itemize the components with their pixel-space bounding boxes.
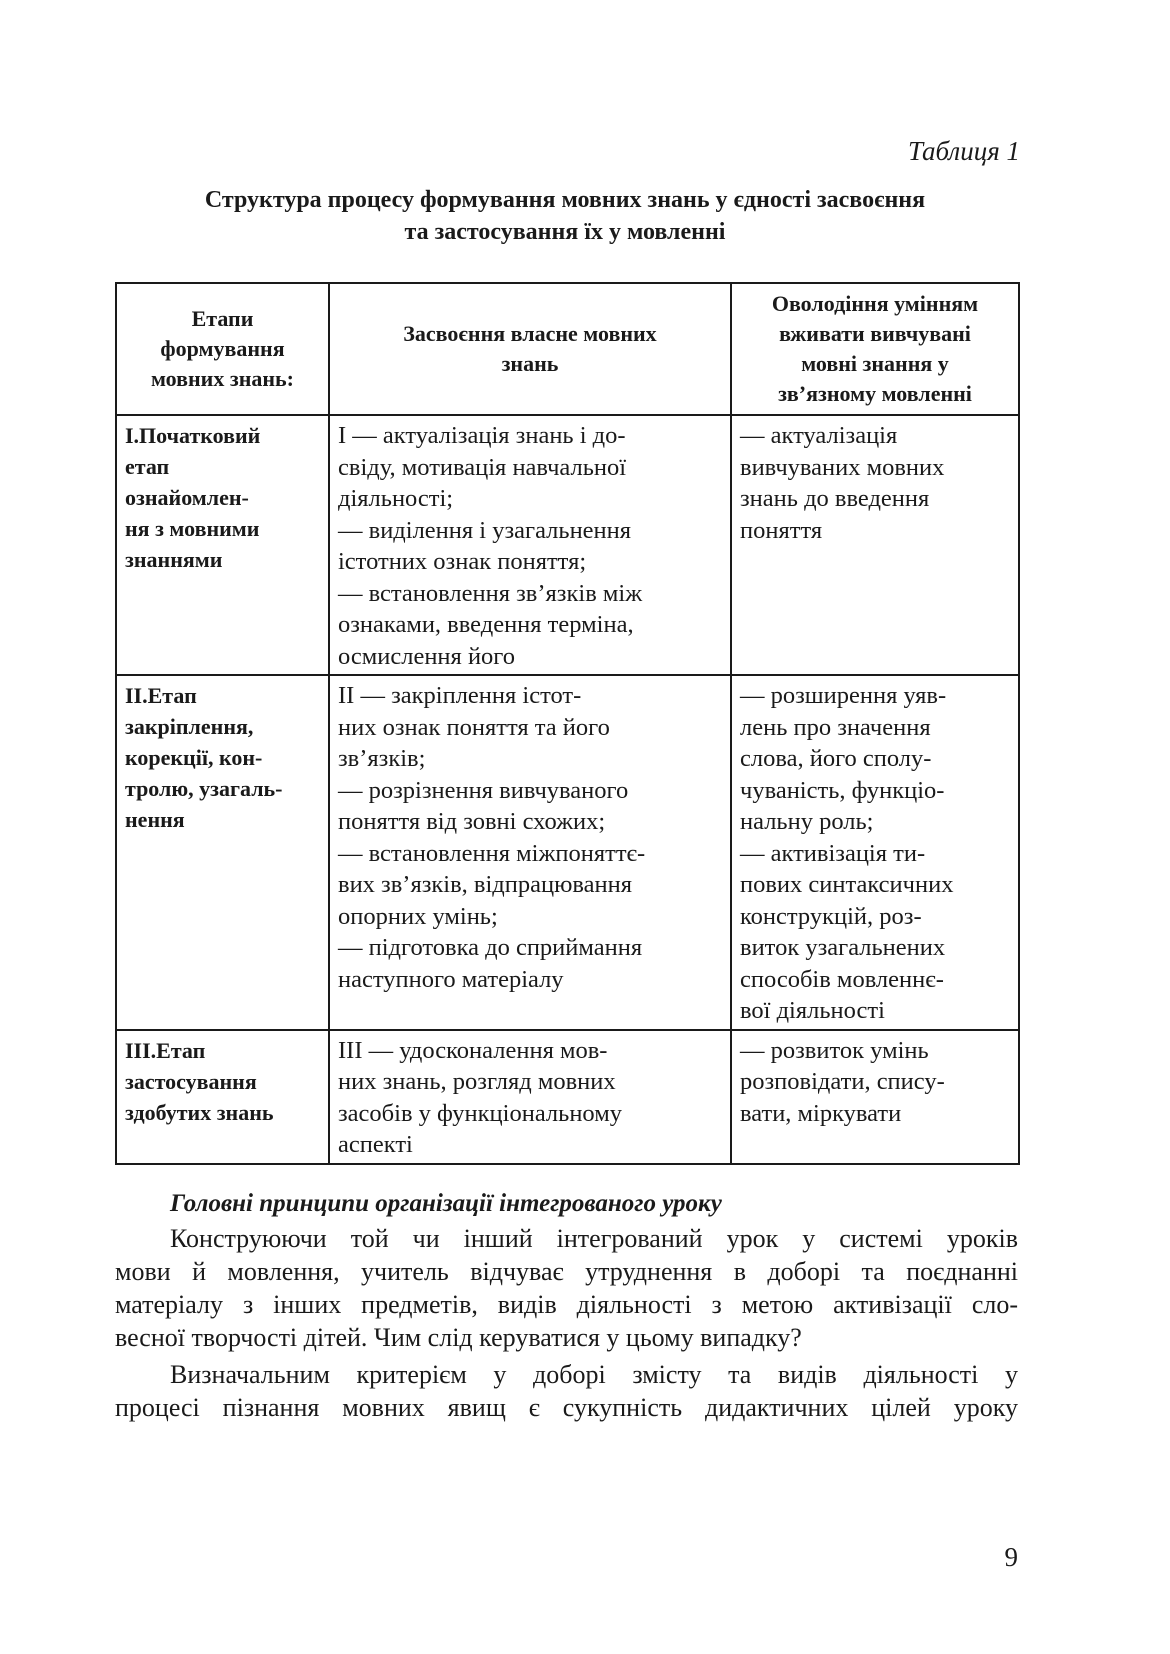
application-cell: [731, 1030, 1019, 1164]
paragraph: [115, 1222, 1018, 1354]
cell-line: осмислення його: [338, 642, 515, 670]
table-title-line: Структура процесу формування мовних знань у єдності засвоєння: [204, 187, 926, 213]
cell-line: діяльності;: [338, 485, 454, 512]
stage-cell: [116, 1030, 329, 1164]
paragraph-line: Визначальним критерієм у доборі змісту та видів діяльності у: [170, 1360, 1018, 1389]
cell-line: закріплення,: [125, 714, 254, 739]
cell-line: ІІІ.Етап: [125, 1037, 206, 1063]
mastery-cell: [329, 1030, 731, 1164]
cell-line: засобів у функціональному: [338, 1099, 622, 1127]
application-cell: [731, 415, 1019, 675]
cell-line: вих зв’язків, відпрацювання: [338, 871, 633, 898]
cell-line: ознайомлен-: [125, 485, 249, 510]
cell-line: поняття від зовні схожих;: [338, 808, 606, 835]
cell-line: свіду, мотивація навчальної: [338, 453, 627, 481]
cell-line: нальну роль;: [740, 808, 874, 835]
cell-line: — виділення і узагальнення: [338, 516, 632, 544]
cell-line: І — актуалізація знань і до-: [338, 422, 626, 449]
header-line: знань: [501, 351, 559, 376]
cell-line: опорних умінь;: [338, 902, 498, 930]
cell-line: — розширення уяв-: [740, 682, 947, 709]
cell-line: ІІ.Етап: [125, 683, 197, 708]
cell-line: істотних ознак поняття;: [338, 548, 587, 575]
cell-line: — активізація ти-: [740, 839, 926, 867]
cell-line: способів мовленнє-: [740, 965, 944, 993]
cell-line: лень про значення: [740, 713, 931, 741]
cell-line: зв’язків;: [338, 745, 426, 772]
header-application: [731, 283, 1019, 415]
cell-line: наступного матеріалу: [338, 965, 564, 993]
cell-line: знань до введення: [740, 485, 930, 512]
cell-line: нення: [125, 807, 185, 832]
header-line: мовних знань:: [150, 366, 295, 391]
cell-line: вати, міркувати: [740, 1099, 902, 1127]
mastery-cell: [329, 675, 731, 1030]
cell-line: вивчуваних мовних: [740, 453, 945, 481]
cell-line: — встановлення міжпоняттє-: [338, 839, 646, 867]
cell-line: виток узагальнених: [740, 934, 946, 961]
header-line: Засвоєння власне мовних: [403, 321, 657, 346]
cell-line: І.Початковий: [125, 423, 261, 448]
structure-table: [115, 282, 1020, 1165]
cell-line: знаннями: [125, 547, 223, 572]
paragraph: [115, 1358, 1018, 1424]
cell-line: етап: [125, 454, 170, 479]
table-row: [116, 675, 1019, 1030]
paragraph-line: процесі пізнання мовних явищ є сукупність дидактичних цілей уроку: [115, 1393, 1018, 1422]
cell-line: — встановлення зв’язків між: [338, 579, 643, 607]
header-line: вживати вивчувані: [779, 321, 971, 346]
header-line: формування: [160, 336, 285, 361]
cell-line: застосування: [125, 1068, 257, 1094]
header-line: мовні знання у: [801, 351, 949, 376]
cell-line: ІІ — закріплення істот-: [338, 682, 582, 709]
cell-line: ня з мовними: [125, 516, 260, 541]
cell-line: них ознак поняття та його: [338, 713, 610, 741]
paragraph-line: весної творчості дітей. Чим слід керуватися у цьому випадку?: [115, 1323, 802, 1352]
cell-line: пових синтаксичних: [740, 871, 954, 898]
stage-cell: [116, 415, 329, 675]
cell-line: ІІІ — удосконалення мов-: [338, 1036, 608, 1064]
table-row: [116, 1030, 1019, 1164]
cell-line: аспекті: [338, 1131, 413, 1158]
header-mastery: [329, 283, 731, 415]
cell-line: конструкцій, роз-: [740, 902, 922, 930]
table-title: [115, 184, 1015, 248]
cell-line: — підготовка до сприймання: [338, 934, 643, 961]
stage-cell: [116, 675, 329, 1030]
mastery-cell: [329, 415, 731, 675]
page-number: 9: [1004, 1542, 1018, 1572]
application-cell: [731, 675, 1019, 1030]
header-line: Оволодіння умінням: [771, 291, 979, 316]
header-stages: [116, 283, 329, 415]
cell-line: корекції, кон-: [125, 745, 263, 770]
section-heading: Головні принципи організації інтегрованого уроку: [170, 1190, 722, 1217]
header-line: зв’язному мовленні: [778, 381, 972, 406]
cell-line: тролю, узагаль-: [125, 776, 283, 801]
cell-line: чуваність, функціо-: [740, 776, 945, 804]
paragraph-line: мови й мовлення, учитель відчуває утруднення в доборі та поєднанні: [115, 1257, 1018, 1286]
cell-line: слова, його сполу-: [740, 745, 932, 772]
paragraph-line: матеріалу з інших предметів, видів діяльності з метою активізації сло-: [115, 1290, 1018, 1319]
table-label: Таблиця 1: [907, 136, 1020, 166]
cell-line: здобутих знань: [125, 1099, 274, 1125]
table-title-line: та застосування їх у мовленні: [404, 219, 726, 245]
cell-line: вої діяльності: [740, 997, 885, 1024]
cell-line: поняття: [740, 516, 823, 544]
table-row: [116, 415, 1019, 675]
table-header-row: [116, 283, 1019, 415]
cell-line: — розрізнення вивчуваного: [338, 776, 629, 804]
cell-line: ознаками, введення терміна,: [338, 611, 634, 638]
cell-line: них знань, розгляд мовних: [338, 1068, 616, 1095]
cell-line: — актуалізація: [740, 422, 898, 449]
header-line: Етапи: [191, 306, 254, 331]
cell-line: розповідати, спису-: [740, 1068, 945, 1095]
paragraph-line: Конструюючи той чи інший інтегрований урок у системі уроків: [170, 1224, 1018, 1253]
cell-line: — розвиток умінь: [740, 1036, 929, 1064]
